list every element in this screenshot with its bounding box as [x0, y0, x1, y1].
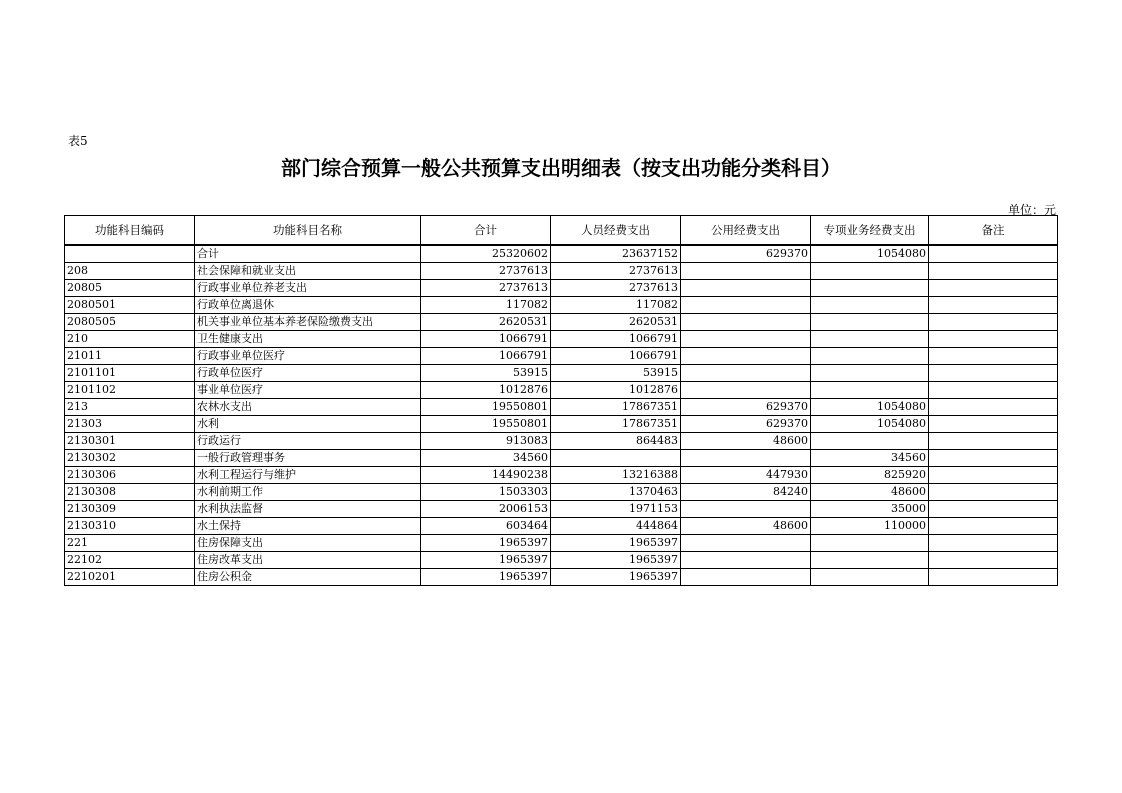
cell-public: [681, 348, 811, 365]
cell-total: 603464: [421, 518, 551, 535]
cell-name: 水利执法监督: [195, 501, 421, 518]
cell-note: [929, 246, 1058, 263]
cell-code: 21303: [65, 416, 195, 433]
cell-public: 84240: [681, 484, 811, 501]
cell-note: [929, 535, 1058, 552]
cell-special: [811, 314, 929, 331]
cell-total: 1066791: [421, 331, 551, 348]
cell-code: 2130310: [65, 518, 195, 535]
cell-personnel: 53915: [551, 365, 681, 382]
cell-total: 1503303: [421, 484, 551, 501]
table-row: [65, 263, 1058, 280]
cell-name: 机关事业单位基本养老保险缴费支出: [195, 314, 421, 331]
cell-total: 2620531: [421, 314, 551, 331]
cell-public: [681, 314, 811, 331]
cell-personnel: 117082: [551, 297, 681, 314]
cell-name: 行政事业单位养老支出: [195, 280, 421, 297]
cell-code: 21011: [65, 348, 195, 365]
cell-code: 221: [65, 535, 195, 552]
cell-total: 913083: [421, 433, 551, 450]
cell-total: 25320602: [421, 246, 551, 263]
cell-note: [929, 331, 1058, 348]
cell-code: 22102: [65, 552, 195, 569]
table-row: [65, 280, 1058, 297]
cell-note: [929, 450, 1058, 467]
cell-name: 行政单位离退休: [195, 297, 421, 314]
cell-personnel: 1971153: [551, 501, 681, 518]
cell-note: [929, 416, 1058, 433]
cell-public: 48600: [681, 518, 811, 535]
table-row: [65, 484, 1058, 501]
cell-code: 2080505: [65, 314, 195, 331]
cell-total: 2737613: [421, 263, 551, 280]
cell-code: 213: [65, 399, 195, 416]
cell-special: [811, 365, 929, 382]
cell-personnel: 1965397: [551, 552, 681, 569]
cell-name: 水利前期工作: [195, 484, 421, 501]
cell-special: 34560: [811, 450, 929, 467]
table-row: [65, 450, 1058, 467]
table-row: [65, 382, 1058, 399]
cell-public: [681, 450, 811, 467]
table-row: [65, 467, 1058, 484]
header-code: 功能科目编码: [65, 216, 195, 245]
cell-special: 110000: [811, 518, 929, 535]
cell-name: 行政单位医疗: [195, 365, 421, 382]
table-row: [65, 399, 1058, 416]
cell-code: 2210201: [65, 569, 195, 586]
header-personnel: 人员经费支出: [551, 216, 681, 245]
cell-total: 1012876: [421, 382, 551, 399]
cell-name: 住房改革支出: [195, 552, 421, 569]
cell-note: [929, 365, 1058, 382]
cell-public: [681, 501, 811, 518]
cell-name: 合计: [195, 246, 421, 263]
cell-public: [681, 263, 811, 280]
cell-code: 210: [65, 331, 195, 348]
cell-name: 水土保持: [195, 518, 421, 535]
cell-note: [929, 501, 1058, 518]
cell-note: [929, 263, 1058, 280]
table-row: [65, 246, 1058, 263]
cell-personnel: 23637152: [551, 246, 681, 263]
cell-name: 水利: [195, 416, 421, 433]
cell-name: 农林水支出: [195, 399, 421, 416]
cell-special: [811, 297, 929, 314]
table-row: [65, 416, 1058, 433]
cell-code: 20805: [65, 280, 195, 297]
header-note: 备注: [929, 216, 1058, 245]
cell-public: [681, 552, 811, 569]
cell-code: 2130306: [65, 467, 195, 484]
cell-name: 住房保障支出: [195, 535, 421, 552]
cell-note: [929, 552, 1058, 569]
cell-name: 住房公积金: [195, 569, 421, 586]
cell-personnel: [551, 450, 681, 467]
cell-personnel: 444864: [551, 518, 681, 535]
table-row: [65, 348, 1058, 365]
cell-personnel: 864483: [551, 433, 681, 450]
table-row: [65, 433, 1058, 450]
cell-code: [65, 246, 195, 263]
cell-total: 19550801: [421, 416, 551, 433]
cell-special: [811, 263, 929, 280]
cell-name: 卫生健康支出: [195, 331, 421, 348]
header-public: 公用经费支出: [681, 216, 811, 245]
cell-personnel: 1965397: [551, 535, 681, 552]
cell-special: 1054080: [811, 246, 929, 263]
cell-public: 48600: [681, 433, 811, 450]
table-body: [65, 245, 1058, 586]
cell-personnel: 2620531: [551, 314, 681, 331]
table-row: [65, 501, 1058, 518]
cell-total: 1965397: [421, 569, 551, 586]
cell-personnel: 1370463: [551, 484, 681, 501]
cell-special: [811, 331, 929, 348]
cell-code: 2080501: [65, 297, 195, 314]
cell-total: 34560: [421, 450, 551, 467]
cell-special: [811, 348, 929, 365]
cell-public: [681, 535, 811, 552]
cell-name: 行政运行: [195, 433, 421, 450]
cell-special: 48600: [811, 484, 929, 501]
table-row: [65, 518, 1058, 535]
cell-public: [681, 382, 811, 399]
cell-special: [811, 433, 929, 450]
cell-personnel: 2737613: [551, 263, 681, 280]
cell-special: 1054080: [811, 416, 929, 433]
cell-personnel: 1066791: [551, 331, 681, 348]
cell-note: [929, 569, 1058, 586]
cell-public: 629370: [681, 416, 811, 433]
cell-personnel: 17867351: [551, 416, 681, 433]
cell-total: 117082: [421, 297, 551, 314]
table-row: [65, 314, 1058, 331]
cell-public: [681, 569, 811, 586]
header-total: 合计: [421, 216, 551, 245]
document-title: 部门综合预算一般公共预算支出明细表（按支出功能分类科目）: [281, 156, 841, 180]
table-row: [65, 535, 1058, 552]
cell-special: 1054080: [811, 399, 929, 416]
cell-code: 2101102: [65, 382, 195, 399]
cell-note: [929, 297, 1058, 314]
cell-code: 2130309: [65, 501, 195, 518]
cell-total: 53915: [421, 365, 551, 382]
table-row: [65, 552, 1058, 569]
table-row: [65, 569, 1058, 586]
header-special: 专项业务经费支出: [811, 216, 929, 245]
cell-code: 2130301: [65, 433, 195, 450]
cell-note: [929, 382, 1058, 399]
cell-personnel: 13216388: [551, 467, 681, 484]
cell-note: [929, 280, 1058, 297]
cell-personnel: 17867351: [551, 399, 681, 416]
cell-public: 629370: [681, 399, 811, 416]
cell-public: [681, 280, 811, 297]
cell-name: 社会保障和就业支出: [195, 263, 421, 280]
table-row: [65, 331, 1058, 348]
cell-total: 1965397: [421, 552, 551, 569]
cell-name: 一般行政管理事务: [195, 450, 421, 467]
cell-special: 825920: [811, 467, 929, 484]
cell-total: 2737613: [421, 280, 551, 297]
cell-code: 2130308: [65, 484, 195, 501]
cell-personnel: 2737613: [551, 280, 681, 297]
unit-label: 单位：元: [1007, 203, 1056, 217]
cell-special: [811, 552, 929, 569]
cell-code: 208: [65, 263, 195, 280]
header-row: [65, 216, 1058, 245]
cell-public: [681, 365, 811, 382]
table-row: [65, 365, 1058, 382]
cell-public: [681, 297, 811, 314]
cell-note: [929, 399, 1058, 416]
cell-special: [811, 569, 929, 586]
cell-total: 1066791: [421, 348, 551, 365]
cell-code: 2130302: [65, 450, 195, 467]
cell-total: 14490238: [421, 467, 551, 484]
cell-note: [929, 314, 1058, 331]
cell-special: [811, 280, 929, 297]
cell-personnel: 1066791: [551, 348, 681, 365]
cell-note: [929, 484, 1058, 501]
table-number-label: 表5: [68, 134, 88, 148]
cell-name: 水利工程运行与维护: [195, 467, 421, 484]
cell-special: 35000: [811, 501, 929, 518]
cell-personnel: 1965397: [551, 569, 681, 586]
cell-public: [681, 331, 811, 348]
cell-total: 19550801: [421, 399, 551, 416]
cell-note: [929, 467, 1058, 484]
cell-personnel: 1012876: [551, 382, 681, 399]
cell-note: [929, 433, 1058, 450]
cell-special: [811, 535, 929, 552]
cell-public: 629370: [681, 246, 811, 263]
cell-note: [929, 348, 1058, 365]
cell-code: 2101101: [65, 365, 195, 382]
header-name: 功能科目名称: [195, 216, 421, 245]
table-row: [65, 297, 1058, 314]
cell-public: 447930: [681, 467, 811, 484]
expenditure-table: [64, 215, 1058, 586]
cell-note: [929, 518, 1058, 535]
cell-total: 2006153: [421, 501, 551, 518]
cell-name: 行政事业单位医疗: [195, 348, 421, 365]
cell-total: 1965397: [421, 535, 551, 552]
cell-name: 事业单位医疗: [195, 382, 421, 399]
cell-special: [811, 382, 929, 399]
